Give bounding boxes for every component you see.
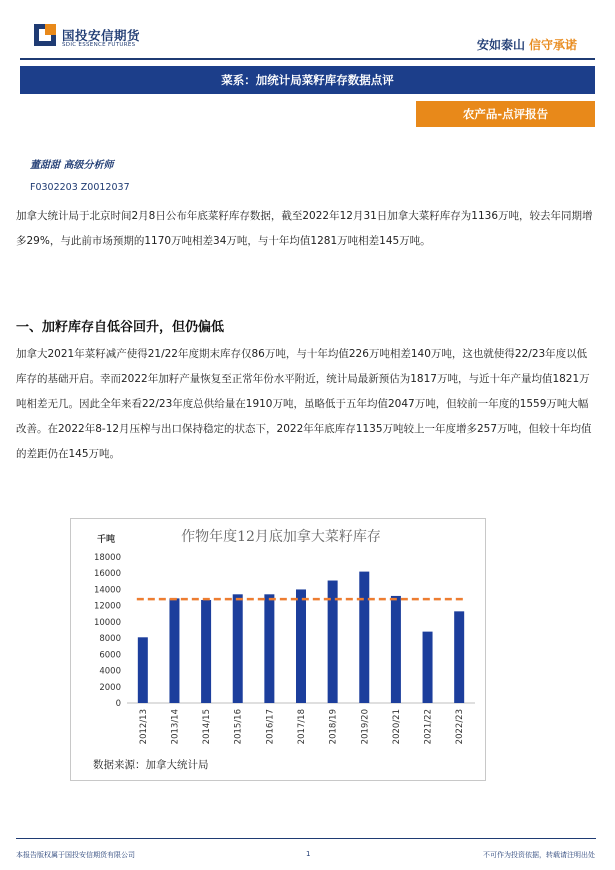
- y-tick-label: 18000: [93, 553, 121, 563]
- x-tick-label: 2022/23: [455, 709, 466, 745]
- page-number: 1: [306, 850, 311, 858]
- y-tick-label: 14000: [93, 585, 121, 596]
- x-tick-label: 2019/20: [360, 709, 371, 745]
- x-tick-label: 2016/17: [265, 709, 276, 745]
- chart-canvas: [71, 519, 487, 782]
- x-tick-label: 2020/21: [391, 709, 402, 745]
- bar-2016-17: [264, 594, 274, 703]
- bar-2017-18: [296, 589, 306, 703]
- inventory-chart: [70, 518, 486, 781]
- report-title-banner: 菜系：加统计局菜籽库存数据点评: [20, 66, 595, 94]
- section-body-paragraph: 加拿大2021年菜籽减产使得21/22年度期末库存仅86万吨，与十年均值226万吨相差140万吨，这也就使得22/23年度以低库存的基础开启。幸而2022年加籽产量恢复至正常年份水平附近，统计局最新预估为1817万吨，与近十年产量均值1821万吨相差无几。因此全年来看22/23年度总供给量在1910万吨，虽略低于五年均值2047万吨，但较前一年度的1559万吨大幅改善。在2022年8-12月压榨与出口保持稳定的状态下，2022年年底库存1135万吨较上一年度增多257万吨，但较十年均值的差距仍在145万吨。: [16, 348, 592, 460]
- page-header: [0, 0, 615, 62]
- y-tick-label: 16000: [93, 569, 121, 580]
- x-tick-label: 2014/15: [202, 709, 213, 745]
- bar-2015-16: [233, 594, 243, 703]
- intro-paragraph: 加拿大统计局于北京时间2月8日公布年底菜籽库存数据，截至2022年12月31日加拿大菜籽库存为1136万吨，较去年同期增多29%，与此前市场预期的1170万吨相差34万吨，与十年均值1281万吨相差145万吨。: [16, 210, 593, 247]
- y-tick-label: 2000: [99, 682, 121, 693]
- footer-copyright: 本报告版权属于国投安信期货有限公司: [16, 851, 135, 859]
- bar-2012-13: [138, 637, 148, 703]
- company-name: 国投安信期货: [62, 28, 141, 43]
- y-tick-label: 8000: [99, 634, 121, 645]
- x-tick-label: 2018/19: [328, 709, 339, 745]
- bar-2022-23: [454, 611, 464, 703]
- section-heading: 一、加籽库存自低谷回升，但仍偏低: [16, 320, 225, 335]
- header-divider: [20, 58, 595, 60]
- report-type-tag: 农产品-点评报告: [416, 101, 595, 127]
- x-tick-label: 2015/16: [233, 709, 244, 745]
- chart-source: 数据来源：加拿大统计局: [93, 759, 209, 771]
- footer-disclaimer: 不可作为投资依据，转载请注明出处: [483, 851, 595, 859]
- footer-divider: [16, 838, 596, 839]
- slogan-part-1: 安如泰山: [476, 38, 525, 52]
- y-tick-label: 4000: [99, 666, 121, 677]
- y-tick-label: 12000: [93, 601, 121, 612]
- x-tick-label: 2021/22: [423, 709, 434, 745]
- author-cert-numbers: F0302203 Z0012037: [30, 182, 130, 193]
- author-line: 董甜甜 高级分析师: [30, 160, 114, 171]
- x-tick-label: 2012/13: [138, 709, 149, 745]
- x-tick-label: 2013/14: [170, 709, 181, 745]
- y-axis-unit-label: 千吨: [97, 535, 116, 545]
- slogan: [477, 36, 577, 53]
- bar-2013-14: [169, 598, 179, 703]
- bar-2020-21: [391, 596, 401, 703]
- y-tick-label: 10000: [93, 617, 121, 628]
- bar-2014-15: [201, 600, 211, 703]
- bar-2021-22: [423, 632, 433, 703]
- x-tick-label: 2017/18: [297, 709, 307, 745]
- chart-title: 作物年度12月底加拿大菜籽库存: [181, 529, 381, 545]
- y-tick-label: 0: [115, 699, 121, 709]
- company-logo-icon: [34, 24, 56, 46]
- slogan-part-2: 信守承诺: [528, 38, 577, 52]
- bar-2019-20: [359, 572, 369, 703]
- company-name-en: SDIC ESSENCE FUTURES: [62, 42, 136, 48]
- y-tick-label: 6000: [99, 650, 121, 661]
